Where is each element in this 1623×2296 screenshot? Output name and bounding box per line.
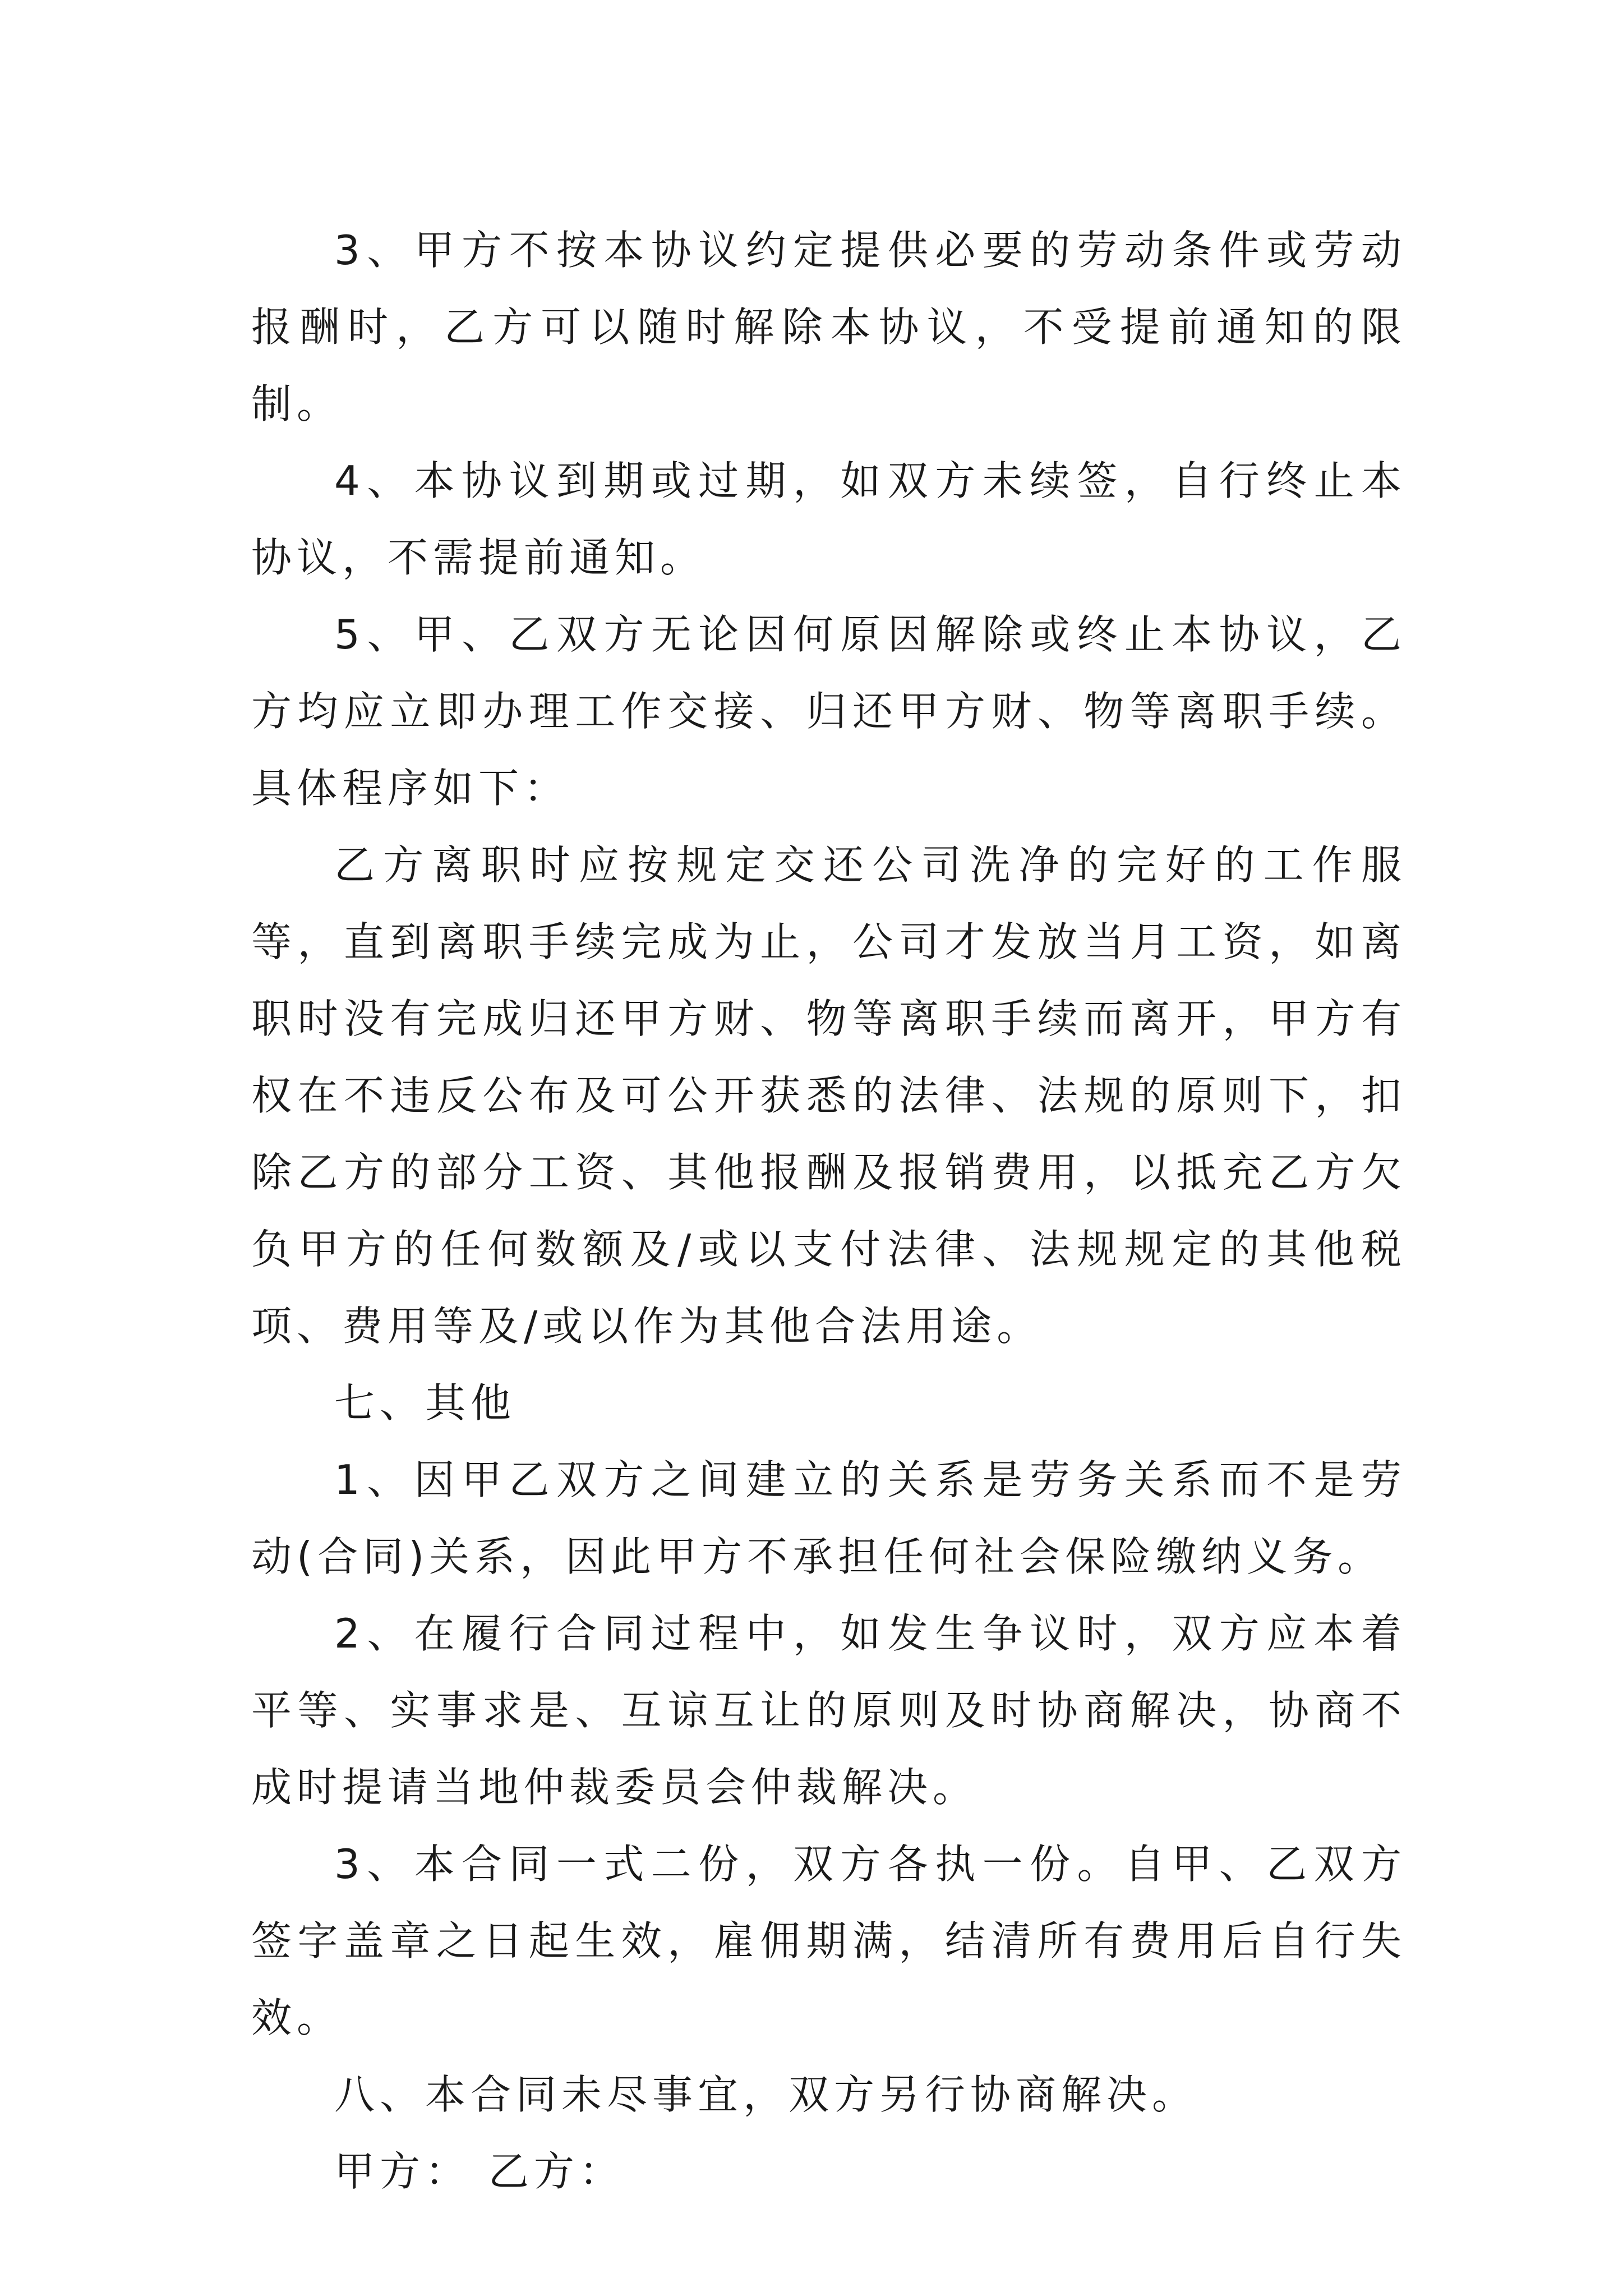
signature-line: [251, 2133, 1407, 2210]
other-clause-3-copies: 3、本合同一式二份，双方各执一份。自甲、乙双方签字盖章之日起生效，雇佣期满，结清所有费用后自行失效。: [251, 1841, 1407, 2041]
clause-4-expiry: 4、本协议到期或过期，如双方未续签，自行终止本协议，不需提前通知。: [251, 457, 1407, 581]
document-body: [251, 212, 1407, 2210]
clause-5-handover: 5、甲、乙双方无论因何原因解除或终止本协议，乙方均应立即办理工作交接、归还甲方财、物等离职手续。具体程序如下：: [251, 611, 1407, 812]
clause-3-termination-by-party-b: 3、甲方不按本协议约定提供必要的劳动条件或劳动报酬时，乙方可以随时解除本协议，不受提前通知的限制。: [251, 227, 1407, 427]
section-heading-other: 七、其他: [334, 1379, 517, 1427]
other-clause-1-labor-relation: 1、因甲乙双方之间建立的关系是劳务关系而不是劳动(合同)关系，因此甲方不承担任何社会保险缴纳义务。: [251, 1456, 1407, 1580]
section-eight-supplementary: 八、本合同未尽事宜，双方另行协商解决。: [334, 2071, 1198, 2118]
party-a-signature-label: 甲方：: [334, 2148, 471, 2195]
handover-procedure: 乙方离职时应按规定交还公司洗净的完好的工作服等，直到离职手续完成为止，公司才发放当月工资，如离职时没有完成归还甲方财、物等离职手续而离开，甲方有权在不违反公布及可公开获悉的法律、法规的原则下，扣除乙方的部分工资、其他报酬及报销费用，以抵充乙方欠负甲方的任何数额及/或以支付法律、法规规定的其他税项、费用等及/或以作为其他合法用途。: [251, 841, 1407, 1350]
party-b-signature-label: 乙方：: [488, 2148, 625, 2195]
other-clause-2-dispute: 2、在履行合同过程中，如发生争议时，双方应本着平等、实事求是、互谅互让的原则及时协商解决，协商不成时提请当地仲裁委员会仲裁解决。: [251, 1610, 1407, 1811]
